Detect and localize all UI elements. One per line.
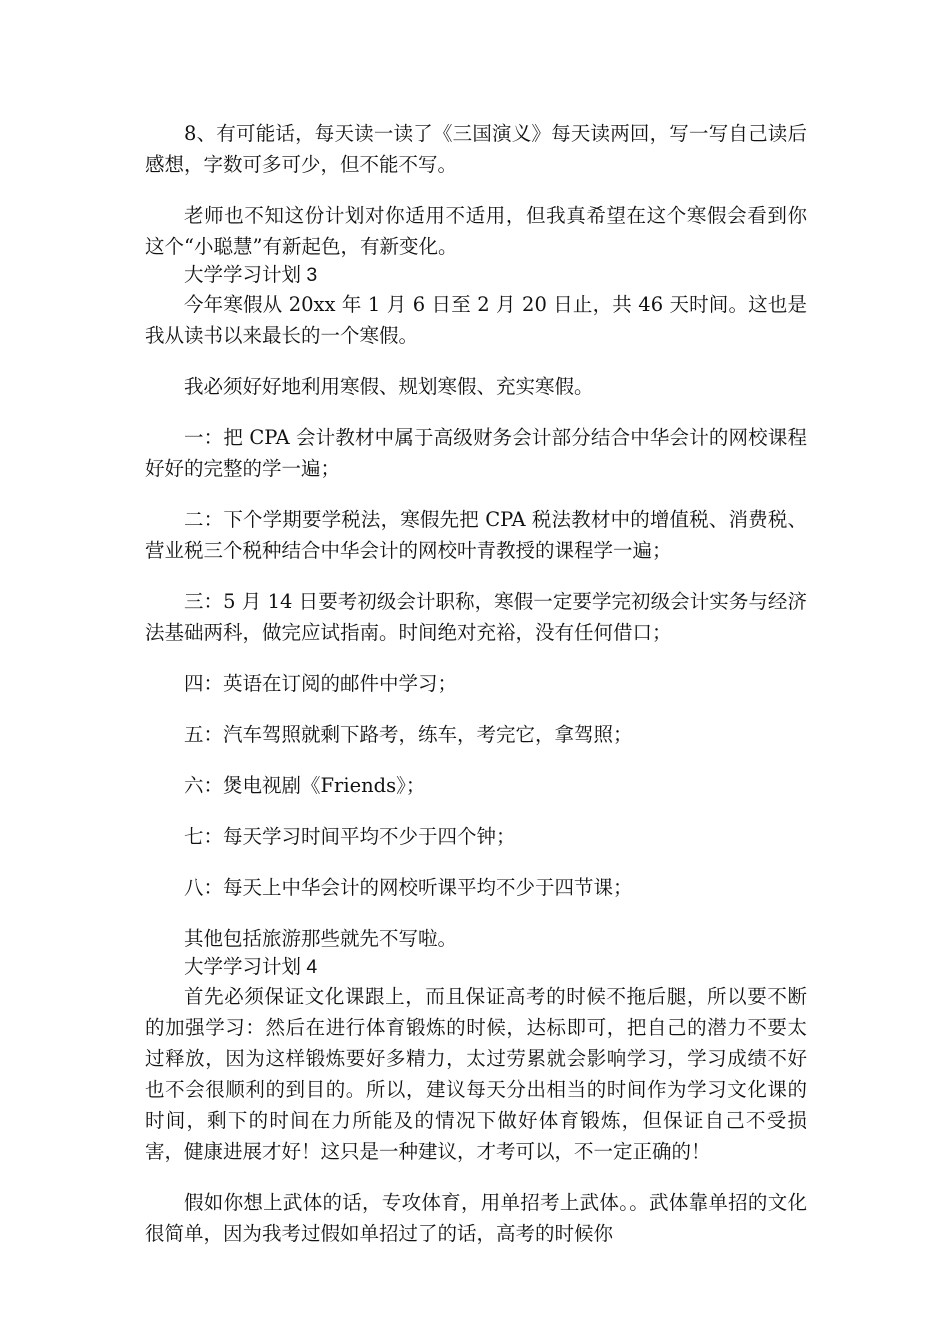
section-heading-plan-3: 大学学习计划 3 — [184, 264, 318, 286]
paragraph-other: 其他包括旅游那些就先不写啦。 — [184, 927, 458, 950]
paragraph-winter-break: 今年寒假从 20xx 年 1 月 6 日至 2 月 20 日止，共 46 天时间。这也是我从读书以来最长的一个寒假。 — [145, 293, 807, 347]
paragraph-sports-university: 假如你想上武体的话，专攻体育，用单招考上武体。。武体靠单招的文化很简单，因为我考过假如单招过了的话，高考的时候你 — [145, 1191, 807, 1245]
paragraph-use-break: 我必须好好地利用寒假、规划寒假、充实寒假。 — [184, 375, 594, 398]
list-item-4: 四：英语在订阅的邮件中学习； — [184, 672, 458, 695]
paragraph-teacher-note: 老师也不知这份计划对你适用不适用，但我真希望在这个寒假会看到你这个“小聪慧”有新起色，有新变化。 — [145, 204, 807, 258]
paragraph-reading-plan: 8、有可能话，每天读一读了《三国演义》每天读两回，写一写自己读后感想，字数可多可少，但不能不写。 — [145, 122, 807, 176]
list-item-3: 三：5 月 14 日要考初级会计职称，寒假一定要学完初级会计实务与经济法基础两科，做完应试指南。时间绝对充裕，没有任何借口； — [145, 590, 807, 644]
list-item-2: 二：下个学期要学税法，寒假先把 CPA 税法教材中的增值税、消费税、营业税三个税种结合中华会计的网校叶青教授的课程学一遍； — [145, 508, 807, 562]
list-item-7: 七：每天学习时间平均不少于四个钟； — [184, 825, 516, 848]
list-item-5: 五：汽车驾照就剩下路考，练车，考完它，拿驾照； — [184, 723, 633, 746]
paragraph-culture-study: 首先必须保证文化课跟上，而且保证高考的时候不拖后腿，所以要不断的加强学习：然后在进行体育锻炼的时候，达标即可，把自己的潜力不要太过释放，因为这样锻炼要好多精力，太过劳累就会影响学习，学习成绩不好也不会很顺利的到目的。所以，建议每天分出相当的时间作为学习文化课的时间，剩下的时间在力所能及的情况下做好体育锻炼，但保证自己不受损害，健康进展才好！这只是一种建议，才考可以，不一定正确的！ — [145, 985, 807, 1163]
section-heading-plan-4: 大学学习计划 4 — [184, 956, 318, 978]
document-page — [145, 118, 807, 1249]
list-item-8: 八：每天上中华会计的网校听课平均不少于四节课； — [184, 876, 633, 899]
list-item-6: 六：煲电视剧《Friends》； — [184, 774, 426, 797]
list-item-1: 一：把 CPA 会计教材中属于高级财务会计部分结合中华会计的网校课程好好的完整的学一遍； — [145, 426, 807, 480]
